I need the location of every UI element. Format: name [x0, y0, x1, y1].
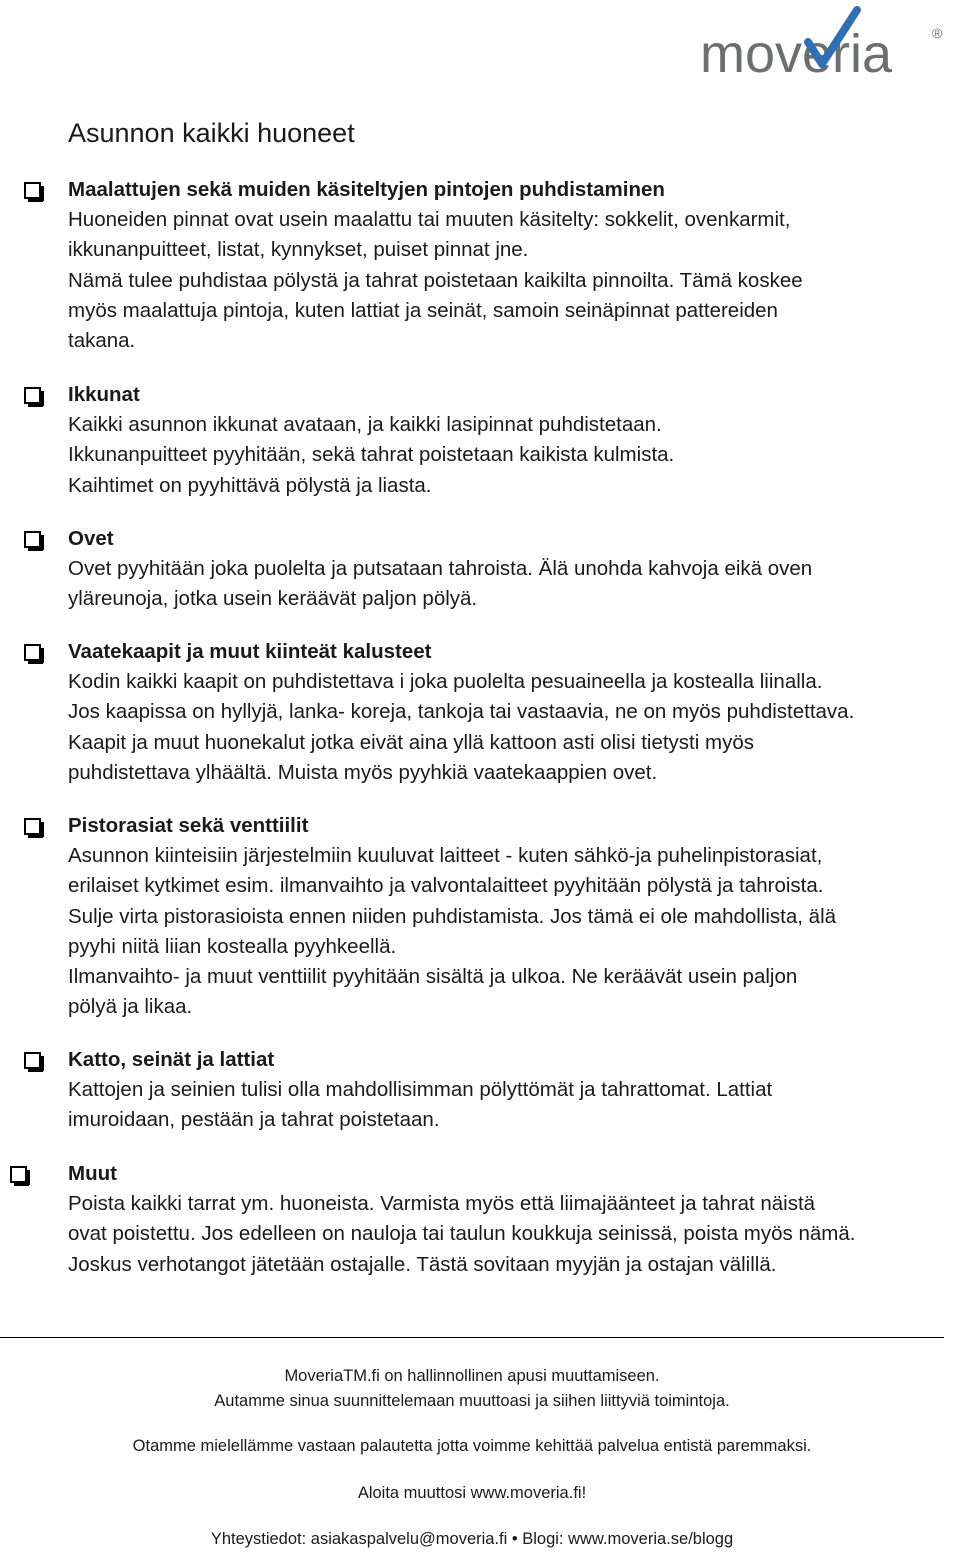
body-line: ovat poistettu. Jos edelleen on nauloja tai taulun koukkuja seinissä, poista myös nämä. [68, 1222, 856, 1246]
body-line: Poista kaikki tarrat ym. huoneista. Varmista myös että liimajäänteet ja tahrat näistä [68, 1192, 816, 1215]
body-line: pyyhi niitä liian kostealla pyyhkeellä. [68, 934, 397, 958]
body-line: myös maalattuja pintoja, kuten lattiat ja seinät, samoin seinäpinnat pattereiden [68, 298, 778, 322]
footer-line: MoveriaTM.fi on hallinnollinen apusi muuttamiseen. [284, 1367, 660, 1385]
section-title: Katto, seinät ja lattiat [68, 1048, 275, 1071]
section-body [68, 205, 948, 356]
body-line: Joskus verhotangot jätetään ostajalle. Tästä sovitaan myyjän ja ostajan välillä. [68, 1252, 777, 1276]
body-line: puhdistettava ylhäältä. Muista myös pyyhkiä vaatekaappien ovet. [68, 760, 658, 784]
body-line: Asunnon kiinteisiin järjestelmiin kuuluvat laitteet - kuten sähkö-ja puhelinpistorasiat, [68, 844, 823, 867]
section-title: Ikkunat [68, 383, 140, 406]
body-line: Sulje virta pistorasioista ennen niiden puhdistamista. Jos tämä ei ole mahdollista, älä [68, 904, 837, 928]
body-line: Kattojen ja seinien tulisi olla mahdollisimman pölyttömät ja tahrattomat. Lattiat [68, 1078, 773, 1101]
footer-contact: Yhteystiedot: asiakaspalvelu@moveria.fi • Blogi: www.moveria.se/blogg [210, 1530, 734, 1548]
section-body [68, 841, 948, 1023]
body-line: pölyä ja likaa. [68, 995, 193, 1019]
logo-text: moveria [700, 24, 893, 76]
section-title: Pistorasiat sekä venttiilit [68, 814, 309, 837]
body-line: Ikkunanpuitteet pyyhitään, sekä tahrat poistetaan kaikista kulmista. [68, 443, 675, 467]
section-title: Vaatekaapit ja muut kiinteät kalusteet [68, 640, 432, 663]
footer-cta: Aloita muuttosi www.moveria.fi! [357, 1484, 587, 1502]
checkbox-icon [24, 182, 41, 199]
body-line: Ilmanvaihto- ja muut venttiilit pyyhitään sisältä ja ulkoa. Ne keräävät usein paljon [68, 965, 798, 989]
body-line: Kodin kaikki kaapit on puhdistettava i joka puolelta pesuaineella ja kostealla liinalla. [68, 670, 823, 693]
body-line: Kaikki asunnon ikkunat avataan, ja kaikki lasipinnat puhdistetaan. [68, 413, 662, 436]
checkbox-icon [24, 531, 41, 548]
footer-line: Autamme sinua suunnittelemaan muuttoasi ja siihen liittyviä toimintoja. [214, 1392, 730, 1410]
footer-divider [0, 1337, 944, 1338]
section-body [68, 667, 948, 788]
body-line: erilaiset kytkimet esim. ilmanvaihto ja valvontalaitteet pyyhitään pölystä ja tahroista. [68, 874, 824, 898]
body-line: yläreunoja, jotka usein keräävät paljon pölyä. [68, 587, 478, 611]
section-title: Ovet [68, 527, 114, 550]
body-line: takana. [68, 329, 136, 353]
section-title: Maalattujen sekä muiden käsiteltyjen pintojen puhdistaminen [68, 178, 665, 201]
body-line: ikkunanpuitteet, listat, kynnykset, puiset pinnat jne. [68, 238, 529, 262]
checkbox-icon [24, 387, 41, 404]
section-body [68, 1189, 948, 1280]
body-line: Nämä tulee puhdistaa pölystä ja tahrat poistetaan kaikilta pinnoilta. Tämä koskee [68, 268, 803, 292]
body-line: Huoneiden pinnat ovat usein maalattu tai muuten käsitelty: sokkelit, ovenkarmit, [68, 208, 791, 231]
section-body [68, 1075, 948, 1136]
moveria-logo [700, 4, 944, 76]
body-line: imuroidaan, pestään ja tahrat poistetaan. [68, 1108, 440, 1132]
checkbox-icon [24, 644, 41, 661]
section-body [68, 410, 948, 501]
page-title: Asunnon kaikki huoneet [68, 118, 355, 148]
footer-line: Otamme mielellämme vastaan palautetta jotta voimme kehittää palvelua entistä paremmaksi. [132, 1437, 812, 1455]
section-body [68, 554, 948, 615]
body-line: Kaihtimet on pyyhittävä pölystä ja liasta. [68, 473, 432, 497]
checkbox-icon [10, 1166, 27, 1183]
section-title: Muut [68, 1162, 117, 1185]
checkbox-icon [24, 1052, 41, 1069]
registered-mark: ® [932, 25, 943, 41]
body-line: Kaapit ja muut huonekalut jotka eivät aina yllä kattoon asti olisi tietysti myös [68, 730, 754, 754]
body-line: Ovet pyyhitään joka puolelta ja putsataan tahroista. Älä unohda kahvoja eikä oven [68, 557, 813, 580]
checkbox-icon [24, 818, 41, 835]
body-line: Jos kaapissa on hyllyjä, lanka- koreja, tankoja tai vastaavia, ne on myös puhdistettava. [68, 700, 855, 724]
